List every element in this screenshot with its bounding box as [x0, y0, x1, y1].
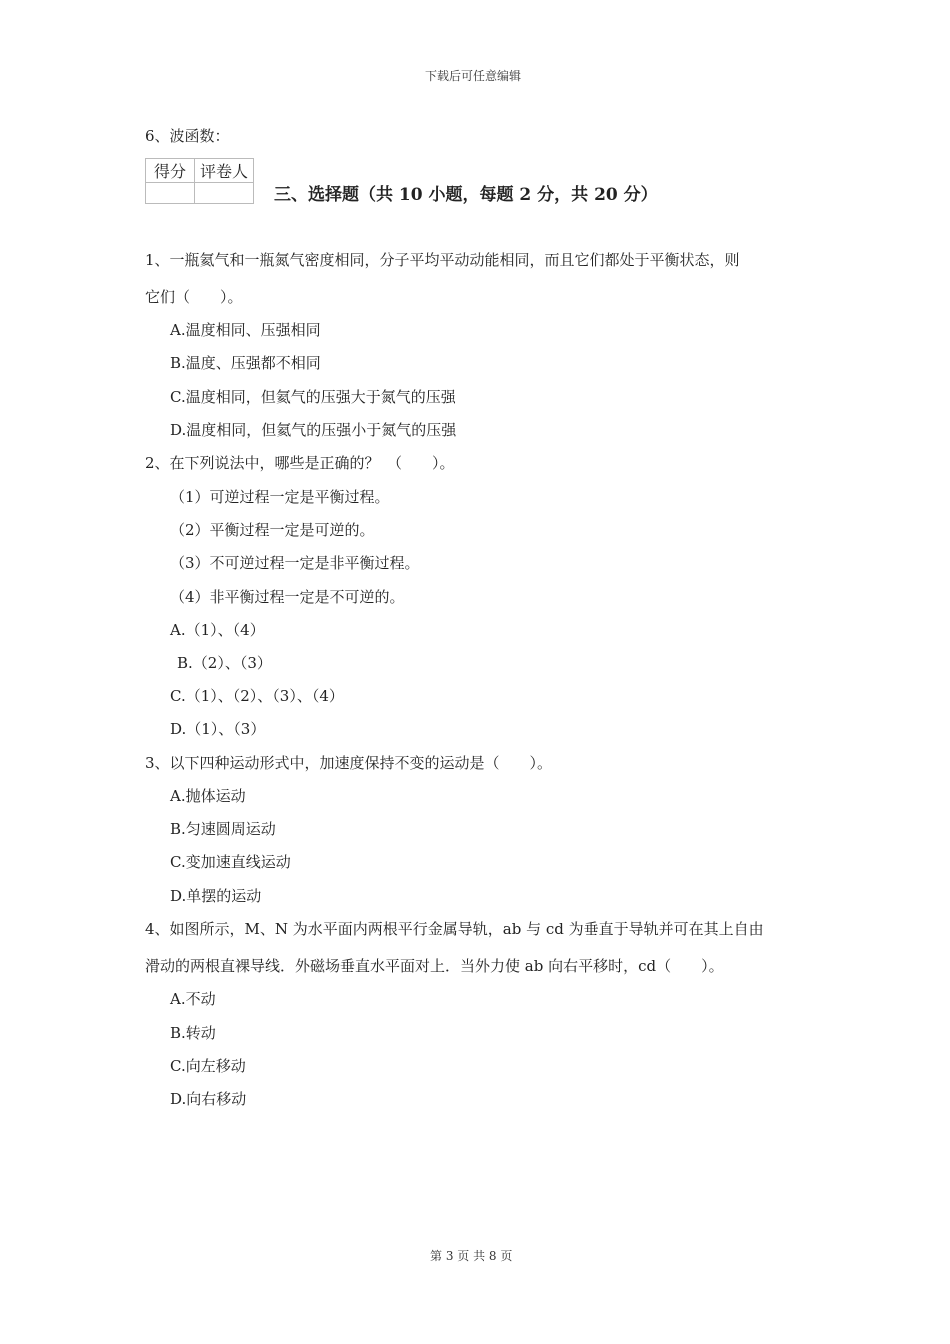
question-4-option-d: D.向右移动 — [170, 1090, 247, 1108]
grader-header: 评卷人 — [195, 159, 254, 183]
question-4-line-2: 滑动的两根直裸导线．外磁场垂直水平面对上．当外力使 ab 向右平移时，cd（ ）。 — [145, 957, 724, 975]
question-3-option-a: A.抛体运动 — [170, 787, 246, 805]
question-1-option-c: C.温度相同，但氦气的压强大于氮气的压强 — [170, 388, 456, 406]
question-2-statement-2: （2）平衡过程一定是可逆的。 — [170, 521, 375, 539]
question-2-option-d: D.（1）、（3） — [170, 720, 266, 738]
question-6-stem: 6、波函数： — [145, 127, 230, 145]
question-2-statement-1: （1）可逆过程一定是平衡过程。 — [170, 488, 390, 506]
score-cell — [146, 183, 195, 204]
page-footer: 第 3 页 共 8 页 — [430, 1249, 513, 1263]
question-1-option-d: D.温度相同，但氦气的压强小于氮气的压强 — [170, 421, 457, 439]
question-4-option-b: B.转动 — [170, 1024, 216, 1042]
question-2-option-a: A.（1）、（4） — [170, 621, 265, 639]
question-2-statement-3: （3）不可逆过程一定是非平衡过程。 — [170, 554, 420, 572]
header-note: 下载后可任意编辑 — [425, 69, 522, 83]
question-1-line-1: 1、一瓶氦气和一瓶氮气密度相同，分子平均平动动能相同，而且它们都处于平衡状态，则 — [145, 251, 740, 269]
question-1-option-b: B.温度、压强都不相同 — [170, 354, 321, 372]
score-table — [145, 158, 254, 204]
question-4-option-c: C.向左移动 — [170, 1057, 246, 1075]
grader-cell — [195, 183, 254, 204]
question-3-stem: 3、以下四种运动形式中，加速度保持不变的运动是（ ）。 — [145, 754, 553, 772]
question-3-option-b: B.匀速圆周运动 — [170, 820, 276, 838]
question-1-option-a: A.温度相同、压强相同 — [170, 321, 321, 339]
question-3-option-c: C.变加速直线运动 — [170, 853, 291, 871]
question-3-option-d: D.单摆的运动 — [170, 887, 262, 905]
question-4-line-1: 4、如图所示，M、N 为水平面内两根平行金属导轨，ab 与 cd 为垂直于导轨并可在其上自由 — [145, 920, 764, 938]
question-2-option-c: C.（1）、（2）、（3）、（4） — [170, 687, 344, 705]
score-header: 得分 — [146, 159, 195, 183]
question-2-stem: 2、在下列说法中，哪些是正确的？ （ ）。 — [145, 454, 455, 472]
question-2-option-b: B.（2）、（3） — [177, 654, 272, 672]
question-2-statement-4: （4）非平衡过程一定是不可逆的。 — [170, 588, 405, 606]
question-1-line-2: 它们（ ）。 — [145, 288, 243, 306]
section-title: 三、选择题（共 10 小题，每题 2 分，共 20 分） — [274, 185, 658, 205]
question-4-option-a: A.不动 — [170, 990, 216, 1008]
